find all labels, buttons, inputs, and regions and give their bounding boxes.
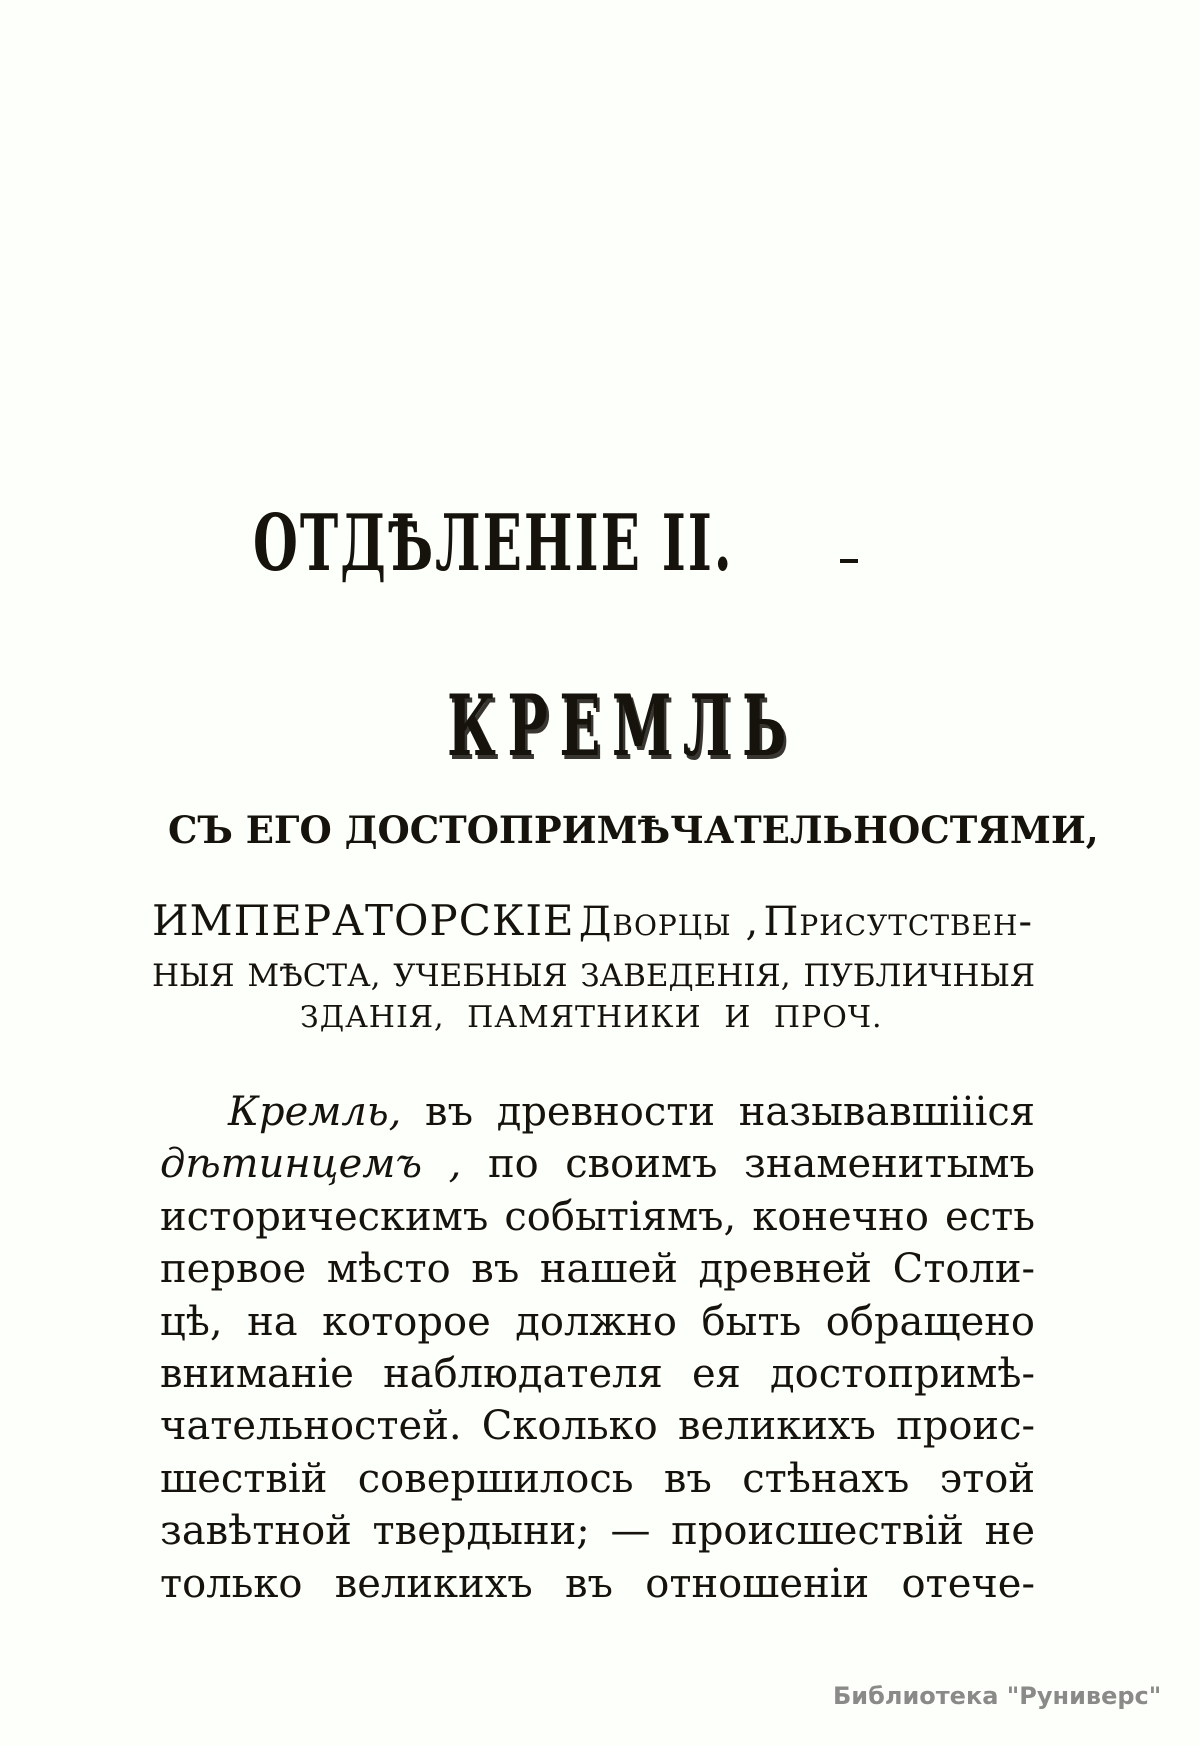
section-title [253,498,981,589]
chapter-title [447,676,995,775]
line-text: цѣ, на которое должно быть обращено [160,1298,1035,1345]
body-line [160,1138,1035,1190]
body-line [160,1558,1035,1610]
section-title-text: ОТДѢЛЕНІЕ II. [253,498,734,589]
line-text: по своимъ знаменитымъ [487,1141,1035,1188]
subheading-line-1 [152,896,1033,945]
line-text: шествій совершилось въ стѣнахъ этой [160,1455,1035,1502]
body-line [160,1400,1035,1452]
chapter-title-text: КРЕМЛЬ [447,676,798,775]
subheading-emphasis: ИМПЕРАТОРСКІЕ [152,896,575,945]
line-text: въ древности называвшіііся [425,1089,1035,1135]
italic-lead-word: дѣтинцемъ , [160,1141,462,1188]
subheading-line-3: ЗДАНІЯ, ПАМЯТНИКИ И ПРОЧ. [300,1000,883,1035]
library-watermark: Библиотека "Руниверс" [833,1682,1162,1710]
subheading-line-2: НЫЯ МѢСТА, УЧЕБНЫЯ ЗАВЕДЕНІЯ, ПУБЛИЧНЫЯ [152,958,1035,994]
line-text: чательностей. Сколько великихъ проис- [160,1403,1035,1450]
subheading-word-2: Дворцы , [578,899,760,945]
line-text: завѣтной твердыни; — происшествій не [160,1508,1035,1555]
body-line [160,1505,1035,1557]
body-line [160,1453,1035,1505]
line-text: только великихъ въ отношеніи отече- [160,1560,1035,1607]
italic-lead-word: Кремль, [228,1089,402,1135]
body-line [160,1243,1035,1295]
body-line [160,1191,1035,1243]
line-text: первое мѣсто въ нашей древней Столи- [160,1246,1035,1293]
line-text: историческимъ событіямъ, конечно есть [160,1193,1035,1240]
body-line [160,1296,1035,1348]
body-paragraph [160,1086,1035,1610]
subheading-word-3: Присутствен- [763,899,1033,945]
line-text: вниманіе наблюдателя ея достопримѣ- [160,1350,1035,1397]
stray-ink-mark [840,559,858,563]
body-line [160,1086,1035,1138]
body-line [160,1348,1035,1400]
chapter-subtitle: СЪ ЕГО ДОСТОПРИМѢЧАТЕЛЬНОСТЯМИ, [168,808,1099,852]
